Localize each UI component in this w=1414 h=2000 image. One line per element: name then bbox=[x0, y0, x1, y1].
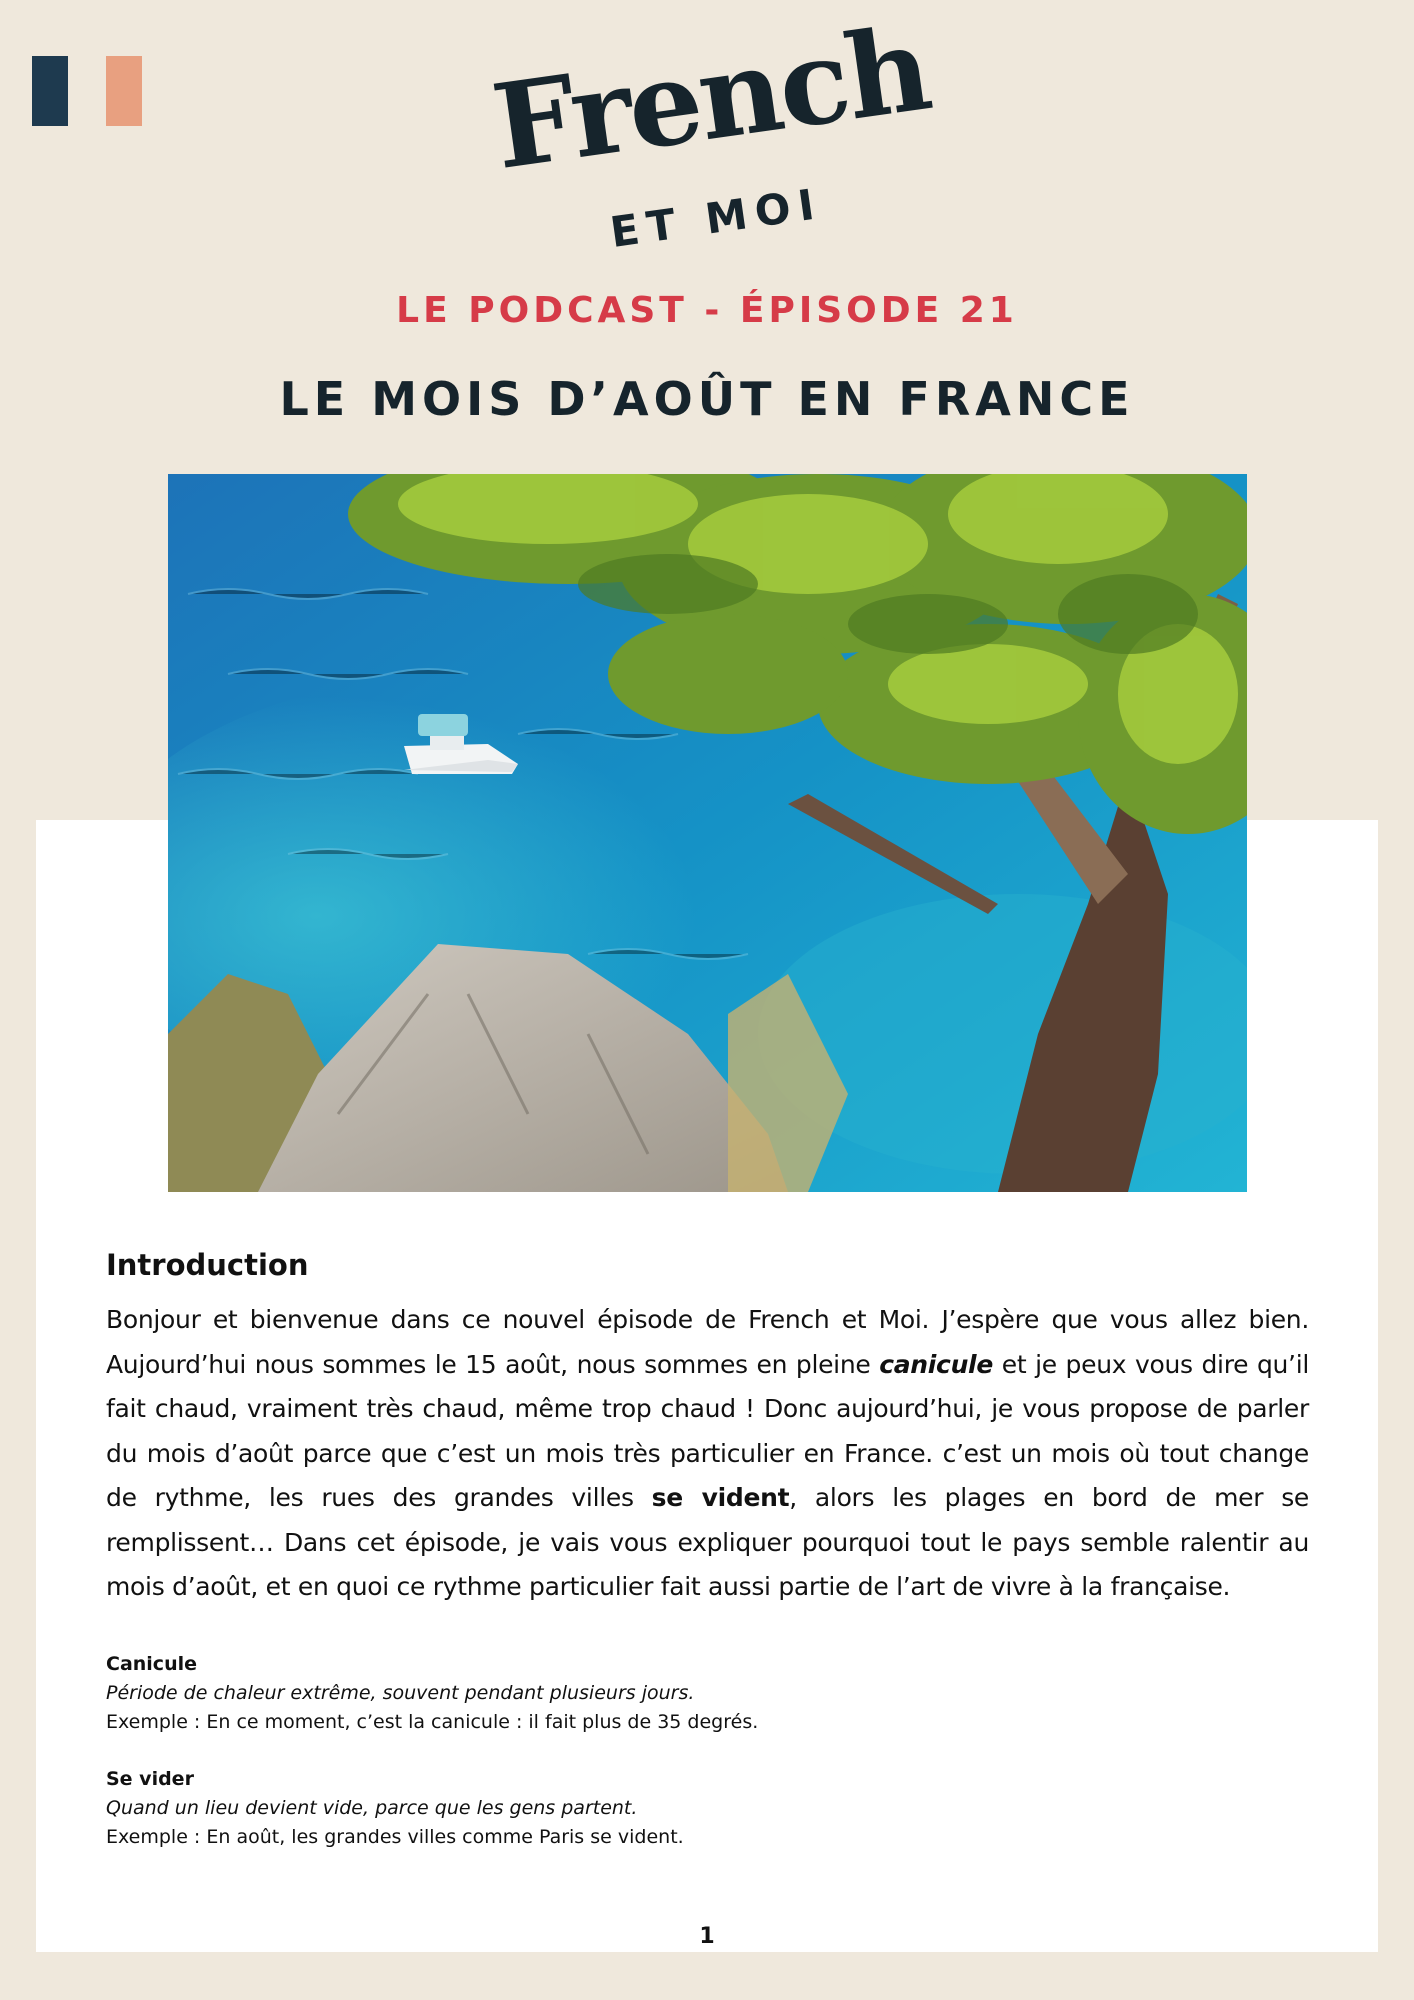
coastal-photo bbox=[168, 474, 1247, 1192]
vocab-definition: Quand un lieu devient vide, parce que les gens partent. bbox=[106, 1796, 638, 1819]
french-et-moi-logo bbox=[485, 0, 937, 257]
episode-subtitle: LE PODCAST - ÉPISODE 21 bbox=[396, 290, 1018, 331]
intro-heading: Introduction bbox=[106, 1248, 309, 1282]
page-title: LE MOIS D’AOÛT EN FRANCE bbox=[279, 372, 1135, 426]
vocab-term: Canicule bbox=[106, 1652, 197, 1675]
vocabulary-list bbox=[106, 1650, 1309, 1852]
vocab-entry bbox=[106, 1650, 1309, 1737]
keyword-canicule: canicule bbox=[879, 1349, 993, 1379]
intro-text-part-2: et je peux vous dire qu’il fait chaud, vraiment très chaud, même trop chaud ! Donc aujourd’hui, je vous propose de parler du mois d’août parce que c’est un mois très particulier en France. c’est un mois où tout change de rythme, les rues des grandes villes bbox=[106, 1349, 1309, 1512]
vocab-entry bbox=[106, 1765, 1309, 1852]
vocab-example: Exemple : En août, les grandes villes comme Paris se vident. bbox=[106, 1825, 684, 1848]
logo-word-et-moi: ET MOI bbox=[607, 178, 826, 257]
vocab-example: Exemple : En ce moment, c’est la canicule : il fait plus de 35 degrés. bbox=[106, 1710, 759, 1733]
page-number: 1 bbox=[699, 1924, 715, 1949]
intro-text-part-3: , alors les plages en bord de mer se remplissent… Dans cet épisode, je vais vous expliquer pourquoi tout le pays semble ralentir au mois d’août, et en quoi ce rythme particulier fait aussi partie de l’art de vivre à la française. bbox=[106, 1483, 1309, 1601]
vocab-term: Se vider bbox=[106, 1767, 194, 1790]
intro-paragraph bbox=[106, 1298, 1309, 1610]
logo-word-french: French bbox=[485, 0, 937, 196]
flag-navy-stripe bbox=[32, 56, 68, 126]
main-content bbox=[106, 1248, 1309, 1880]
vocab-definition: Période de chaleur extrême, souvent pendant plusieurs jours. bbox=[106, 1681, 695, 1704]
keyword-se-vident: se vident bbox=[651, 1483, 790, 1512]
flag-peach-stripe bbox=[106, 56, 142, 126]
intro-text-part-1: Bonjour et bienvenue dans ce nouvel épisode de French et Moi. J’espère que vous allez bien. Aujourd’hui nous sommes le 15 août, nous sommes en pleine bbox=[106, 1305, 1309, 1379]
